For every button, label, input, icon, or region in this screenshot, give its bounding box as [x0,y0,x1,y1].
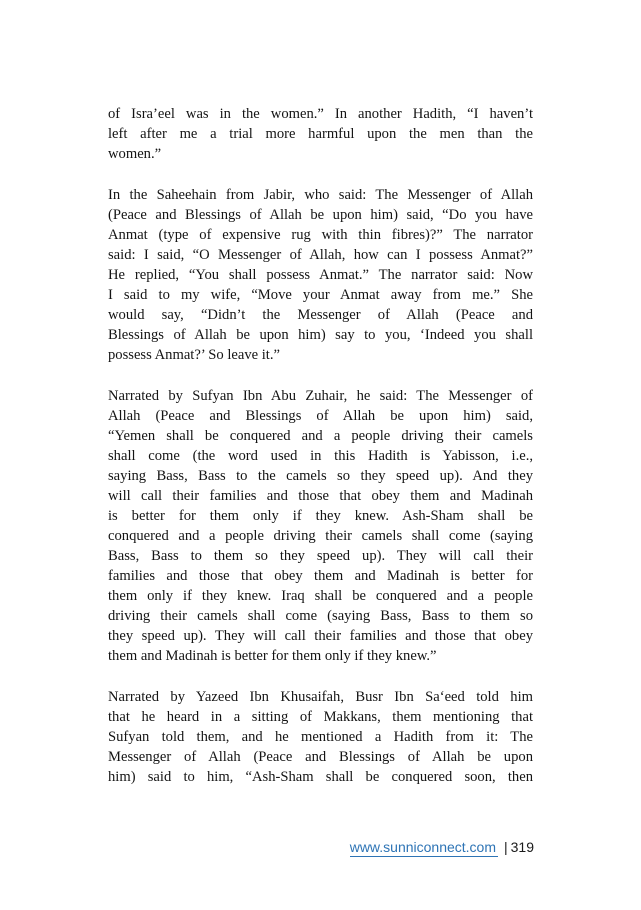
paragraph [108,185,533,365]
text-line: driving their camels shall come (saying Bass, Bass to them so [108,608,533,624]
text-line: families and those that obey them and Madinah is better for [108,568,533,584]
text-line: Messenger of Allah (Peace and Blessings of Allah be upon [108,749,533,765]
text-line: would say, “Didn’t the Messenger of Allah (Peace and [108,307,533,323]
text-line: of Isra’eel was in the women.” In another Hadith, “I haven’t [108,106,533,122]
text-line: that he heard in a sitting of Makkans, them mentioning that [108,709,533,725]
footer-website-link[interactable]: www.sunniconnect.com [349,839,496,855]
text-line: In the Saheehain from Jabir, who said: The Messenger of Allah [108,187,533,203]
footer-separator: | [504,839,508,855]
text-line: Anmat (type of expensive rug with thin fibres)?” The narrator [108,227,533,243]
text-line: possess Anmat?’ So leave it.” [108,347,280,363]
page-footer [350,838,534,856]
text-line: I said to my wife, “Move your Anmat away from me.” She [108,287,533,303]
text-line: saying Bass, Bass to the camels so they speed up). And they [108,468,533,484]
text-line: him) said to him, “Ash-Sham shall be conquered soon, then [108,769,533,785]
text-line: them only if they knew. Iraq shall be conquered and a people [108,588,533,604]
text-line: them and Madinah is better for them only if they knew.” [108,648,437,664]
text-line: they speed up). They will call their families and those that obey [108,628,533,644]
text-line: Bass, Bass to them so they speed up). They will call their [108,548,533,564]
text-line: He replied, “You shall possess Anmat.” The narrator said: Now [108,267,533,283]
paragraph [108,104,533,164]
text-line: left after me a trial more harmful upon the men than the [108,126,533,142]
paragraph [108,386,533,666]
paragraph [108,687,533,787]
text-line: “Yemen shall be conquered and a people driving their camels [108,428,533,444]
text-line: is better for them only if they knew. Ash-Sham shall be [108,508,533,524]
text-line: shall come (the word used in this Hadith is Yabisson, i.e., [108,448,533,464]
text-line: Sufyan told them, and he mentioned a Hadith from it: The [108,729,533,745]
text-line: will call their families and those that obey them and Madinah [108,488,533,504]
text-line: Blessings of Allah be upon him) say to you, ‘Indeed you shall [108,327,533,343]
text-line: women.” [108,146,162,162]
text-line: Narrated by Yazeed Ibn Khusaifah, Busr Ibn Sa‘eed told him [108,689,533,705]
text-body [108,104,533,787]
text-line: Allah (Peace and Blessings of Allah be upon him) said, [108,408,533,424]
text-line: (Peace and Blessings of Allah be upon him) said, “Do you have [108,207,533,223]
text-line: conquered and a people driving their camels shall come (saying [108,528,533,544]
text-line: said: I said, “O Messenger of Allah, how can I possess Anmat?” [108,247,533,263]
footer-page-number: 319 [510,839,534,855]
text-line: Narrated by Sufyan Ibn Abu Zuhair, he said: The Messenger of [108,388,533,404]
